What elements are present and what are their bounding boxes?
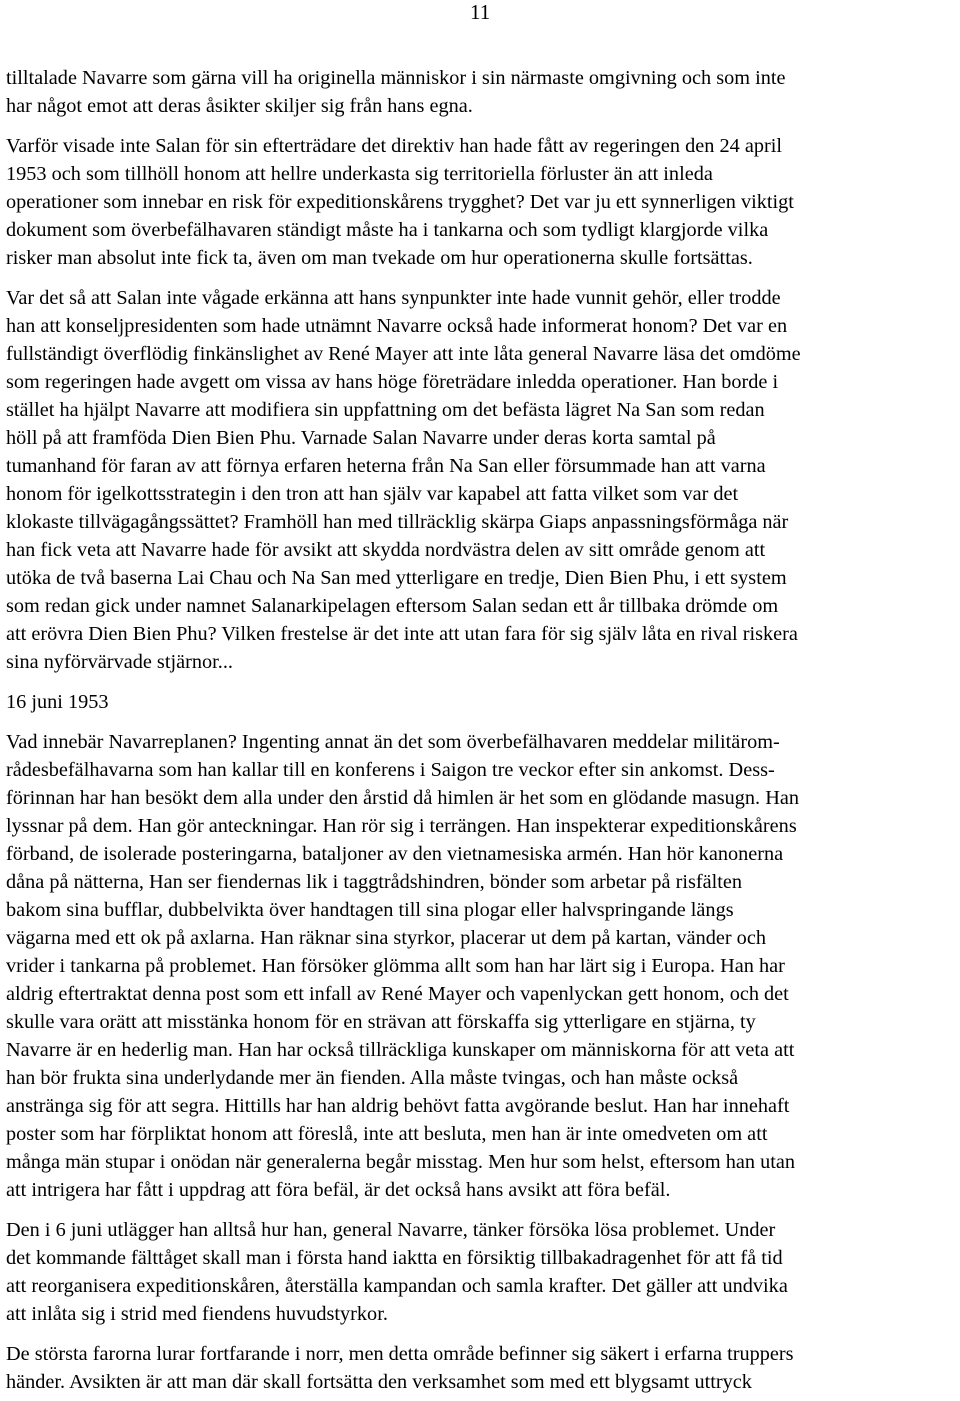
- paragraph-2: Varför visade inte Salan för sin efterträdare det direktiv han hade fått av regeringen den 24 april 1953 och som tillhöll honom att hellre underkasta sig territoriella förluster än att inleda operationer som innebar en risk för expeditionskårens trygghet? Det var ju ett synnerligen viktigt dokument som överbefälhavaren ständigt måste ha i tankarna och som tydligt klargjorde vilka risker man absolut inte fick ta, även om man tvekade om hur operationerna skulle fortsättas.: [6, 135, 794, 269]
- paragraph-1: tilltalade Navarre som gärna vill ha originella människor i sin närmaste omgivning och som inte har något emot att deras åsikter skiljer sig från hans egna.: [6, 67, 786, 117]
- document-body: [6, 64, 956, 1396]
- page-number: 11: [470, 0, 491, 24]
- paragraph-3: Var det så att Salan inte vågade erkänna att hans synpunkter inte hade vunnit gehör, eller trodde han att konseljpresidenten som hade utnämnt Navarre också hade informerat honom? Det var en fullständigt överflödig finkänslighet av René Mayer att inte låta general Navarre läsa det omdöme som regeringen hade avgett om vissa av hans höge företrädare inledda operationer. Han borde i stället ha hjälpt Navarre att modifiera sin uppfattning om det befästa lägret Na San som redan höll på att framföda Dien Bien Phu. Varnade Salan Navarre under deras korta samtal på tumanhand för faran av att förnya erfaren heterna från Na San eller försummade han att varna honom för igelkottsstrategin i den tron att han själv var kapabel att fatta vilket som var det klokaste tillvägagångssättet? Framhöll han med tillräcklig skärpa Giaps anpassningsförmåga när han fick veta att Navarre hade för avsikt att skydda nordvästra delen av sitt område genom att utöka de två baserna Lai Chau och Na San med ytterligare en tredje, Dien Bien Phu, i ett system som redan gick under namnet Salanarkipelagen eftersom Salan sedan ett år tillbaka drömde om att erövra Dien Bien Phu? Vilken frestelse är det inte att utan fara för sig själv låta en rival riskera sina nyförvärvade stjärnor...: [6, 287, 801, 673]
- paragraph-4: Vad innebär Navarreplanen? Ingenting annat än det som överbefälhavaren meddelar militärom- rådesbefälhavarna som han kallar till en konferens i Saigon tre veckor efter sin ankomst. Dess- förinnan har han besökt dem alla under den årstid då himlen är het som en glödande masugn. Han lyssnar på dem. Han gör anteckningar. Han rör sig i terrängen. Han inspekterar expeditionskårens förband, de isolerade posteringarna, bataljoner av den vietnamesiska armén. Han hör kanonerna dåna på nätterna, Han ser fiendernas lik i taggtrådshindren, bönder som arbetar på risfälten bakom sina bufflar, dubbelvikta över handtagen till sina plogar eller halvspringande längs vägarna med ett ok på axlarna. Han räknar sina styrkor, placerar ut dem på kartan, vänder och vrider i tankarna på problemet. Han försöker glömma allt som han har lärt sig i Europa. Han har aldrig eftertraktat denna post som ett infall av René Mayer och vapenlyckan gett honom, och det skulle vara orätt att misstänka honom för en strävan att förskaffa sig ytterligare en stjärna, ty Navarre är en hederlig man. Han har också tillräckliga kunskaper om människorna för att veta att han bör frukta sina underlydande mer än fienden. Alla måste tvingas, och han måste också anstränga sig för att segra. Hittills har han aldrig behövt fatta avgörande beslut. Han har innehaft poster som har förpliktat honom att föreslå, inte att besluta, men han är inte omedveten om att många män stupar i onödan när generalerna begår misstag. Men hur som helst, eftersom han utan att intrigera har fått i uppdrag att föra befäl, är det också hans avsikt att föra befäl.: [6, 731, 799, 1201]
- paragraph-5: Den i 6 juni utlägger han alltså hur han, general Navarre, tänker försöka lösa problemet. Under det kommande fälttåget skall man i första hand iaktta en försiktig tillbakadragenhet för att få tid att reorganisera expeditionskåren, återställa kampandan och samla krafter. Det gäller att undvika att inlåta sig i strid med fiendens huvudstyrkor.: [6, 1219, 788, 1325]
- paragraph-6: De största farorna lurar fortfarande i norr, men detta område befinner sig säkert i erfarna truppers händer. Avsikten är att man där skall fortsätta den verksamhet som med ett blygsamt uttryck: [6, 1343, 794, 1393]
- date-heading: 16 juni 1953: [6, 691, 109, 713]
